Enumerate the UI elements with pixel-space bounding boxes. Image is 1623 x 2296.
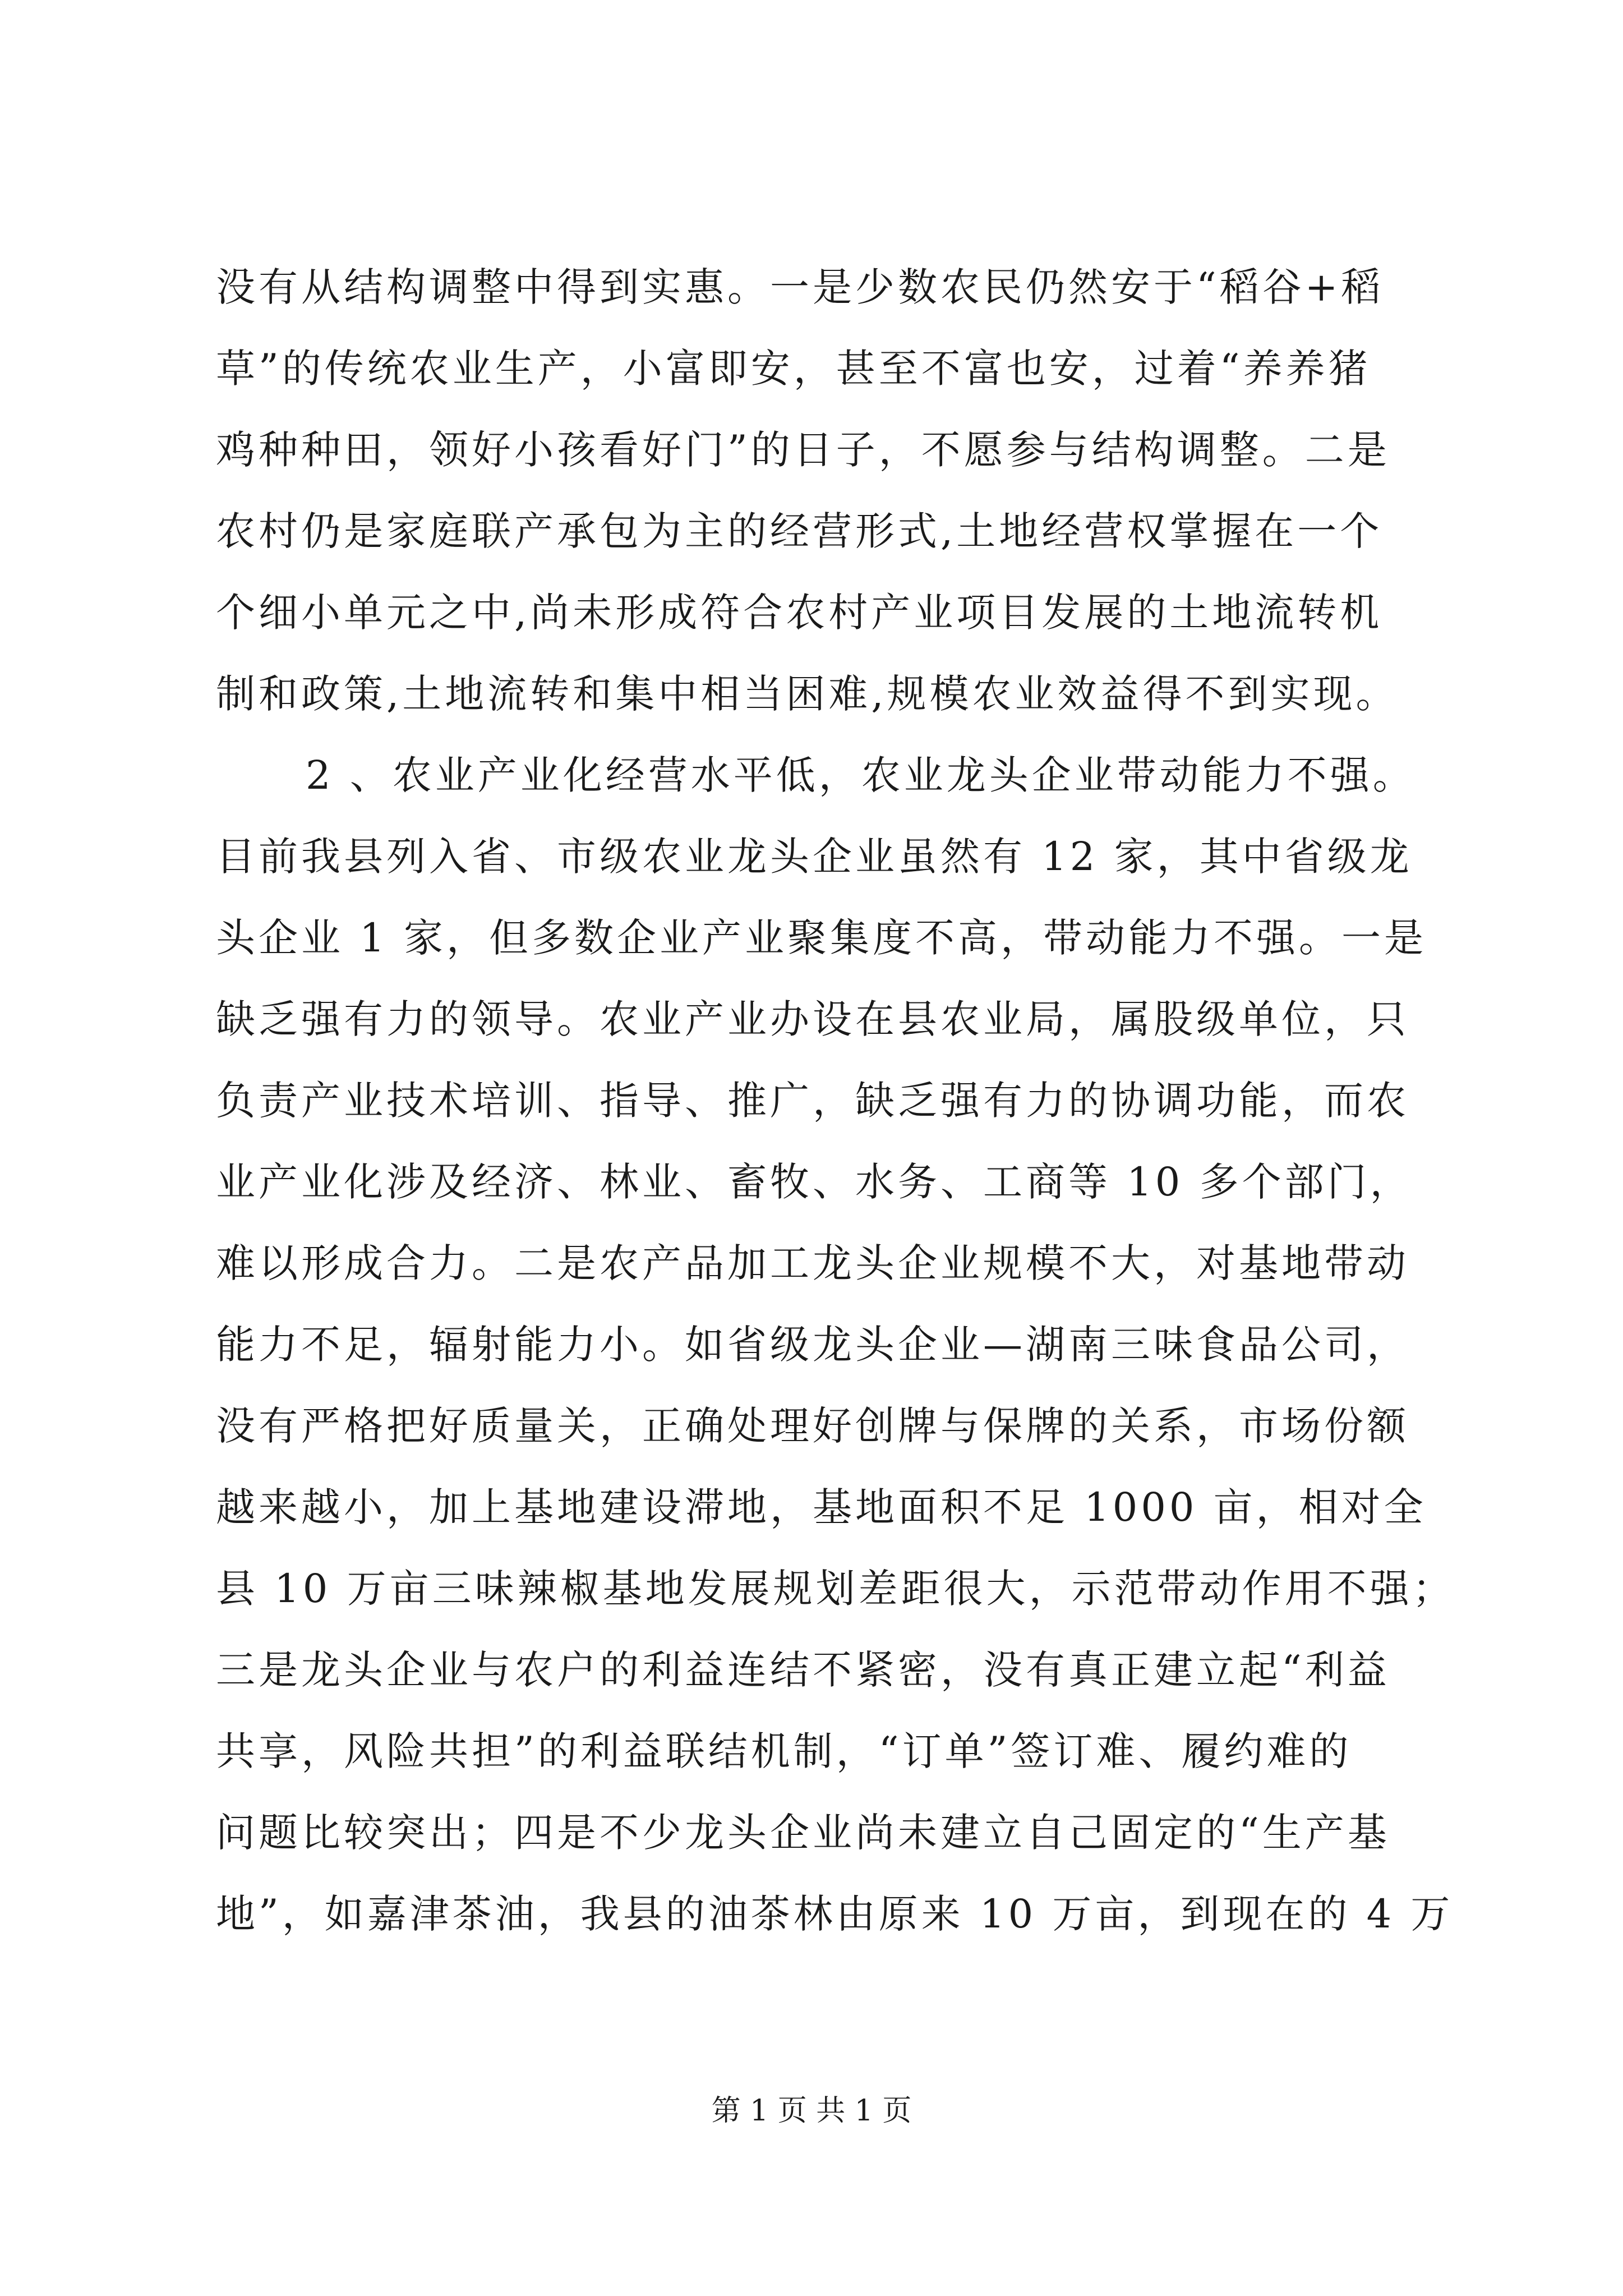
text-line: 个细小单元之中,尚未形成符合农村产业项目发展的土地流转机	[216, 590, 1383, 636]
text-line: 问题比较突出；四是不少龙头企业尚未建立自己固定的“生产基	[216, 1810, 1390, 1856]
text-line: 农村仍是家庭联产承包为主的经营形式,土地经营权掌握在一个	[216, 508, 1383, 554]
body-text	[216, 247, 1455, 1955]
text-line: 能力不足，辐射能力小。如省级龙头企业—湖南三味食品公司，	[216, 1322, 1409, 1368]
page-footer: 第 1 页 共 1 页	[711, 2094, 912, 2128]
text-line: 没有严格把好质量关，正确处理好创牌与保牌的关系，市场份额	[216, 1403, 1409, 1449]
text-line: 县 10 万亩三味辣椒基地发展规划差距很大，示范带动作用不强；	[216, 1566, 1455, 1612]
text-line: 目前我县列入省、市级农业龙头企业虽然有 12 家，其中省级龙	[216, 834, 1413, 880]
text-line: 头企业 1 家，但多数企业产业聚集度不高，带动能力不强。一是	[216, 915, 1427, 961]
text-line: 三是龙头企业与农户的利益连结不紧密，没有真正建立起“利益	[216, 1647, 1390, 1693]
text-line: 没有从结构调整中得到实惠。一是少数农民仍然安于“稻谷+稻	[216, 264, 1384, 310]
text-line: 负责产业技术培训、指导、推广，缺乏强有力的协调功能，而农	[216, 1078, 1409, 1124]
text-line: 难以形成合力。二是农产品加工龙头企业规模不大，对基地带动	[216, 1240, 1409, 1286]
section-heading-line: 2 、农业产业化经营水平低，农业龙头企业带动能力不强。	[306, 752, 1415, 798]
text-line: 制和政策,土地流转和集中相当困难,规模农业效益得不到实现。	[216, 671, 1399, 717]
text-line: 共享，风险共担”的利益联结机制，“订单”签订难、履约难的	[216, 1728, 1352, 1774]
text-line: 业产业化涉及经济、林业、畜牧、水务、工商等 10 多个部门，	[216, 1159, 1413, 1205]
text-line: 地”，如嘉津茶油，我县的油茶林由原来 10 万亩，到现在的 4 万	[216, 1891, 1454, 1937]
text-line: 鸡种种田，领好小孩看好门”的日子，不愿参与结构调整。二是	[216, 427, 1390, 473]
text-line: 越来越小，加上基地建设滞地，基地面积不足 1000 亩，相对全	[216, 1484, 1427, 1530]
text-line: 草”的传统农业生产，小富即安，甚至不富也安，过着“养养猪	[216, 346, 1371, 392]
text-line: 缺乏强有力的领导。农业产业办设在县农业局，属股级单位，只	[216, 996, 1409, 1042]
